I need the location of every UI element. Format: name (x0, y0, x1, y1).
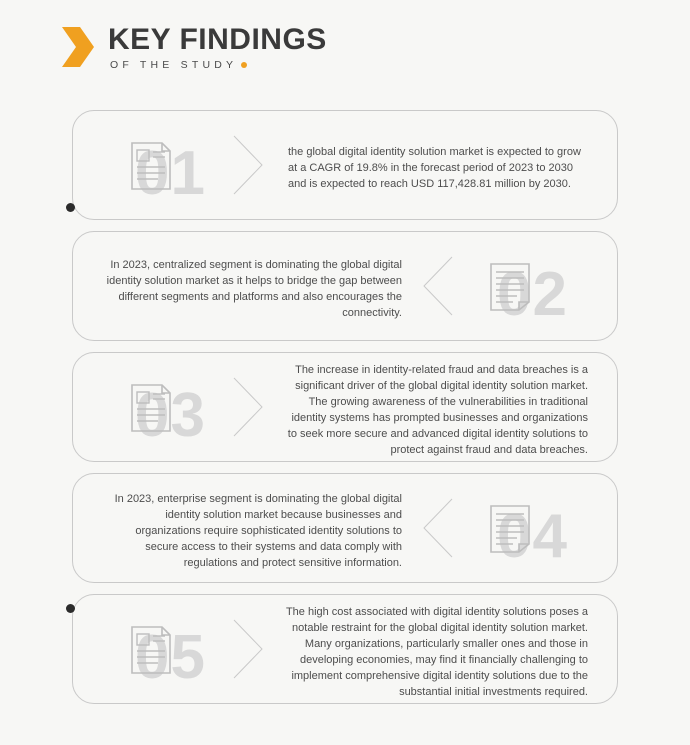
document-icon (128, 140, 174, 192)
divider-notch (232, 594, 266, 704)
list-item (0, 352, 690, 470)
accent-dot-icon (241, 62, 247, 68)
list-item (0, 231, 690, 349)
page-subtitle: OF THE STUDY (110, 58, 238, 71)
list-item (0, 110, 690, 228)
finding-text: In 2023, centralized segment is dominating the global digital identity solution market as it helps to bridge the gap between different segments and platforms and also encourages the connectivity. (106, 259, 402, 319)
list-item (0, 473, 690, 591)
finding-text: the global digital identity solution market is expected to grow at a CAGR of 19.8% in the forecast period of 2023 to 2030 and is expected to reach USD 117,428.81 million by 2030. (288, 146, 581, 190)
finding-number: 01 (135, 139, 206, 208)
list-item (0, 594, 690, 712)
title-block (108, 24, 327, 71)
finding-text: The high cost associated with digital identity solutions poses a notable restraint for the global digital identity solution market. Many organizations, particularly smaller ones and those in developing economies, may find it financially challenging to implement comprehensive digital identity solutions due to the substantial initial investments required. (285, 606, 588, 698)
finding-number: 05 (135, 623, 206, 692)
divider-notch (420, 473, 454, 583)
finding-number: 03 (135, 381, 206, 450)
document-icon (487, 261, 533, 313)
finding-text: In 2023, enterprise segment is dominating the global digital identity solution market because businesses and organizations require sophisticated identity solutions to secure access to their systems and data comply with regulations and protect sensitive information. (114, 493, 402, 569)
document-icon (487, 503, 533, 555)
document-icon (128, 624, 174, 676)
document-icon (128, 382, 174, 434)
findings-list (0, 110, 690, 715)
page-title: KEY FINDINGS (108, 23, 327, 56)
finding-text: The increase in identity-related fraud and data breaches is a significant driver of the global digital identity solution market. The growing awareness of the vulnerabilities in traditional identity systems has prompted businesses and organizations to seek more secure and advanced digital identity solutions to protect against fraud and data breaches. (287, 364, 588, 456)
chevron-right-icon (60, 25, 96, 69)
page-header (60, 24, 327, 71)
divider-notch (420, 231, 454, 341)
divider-notch (232, 110, 266, 220)
finding-number: 04 (497, 502, 568, 571)
rail-dot (66, 203, 75, 212)
divider-notch (232, 352, 266, 462)
page-subtitle-row (108, 59, 327, 71)
rail-dot (66, 604, 75, 613)
finding-number: 02 (497, 260, 568, 329)
